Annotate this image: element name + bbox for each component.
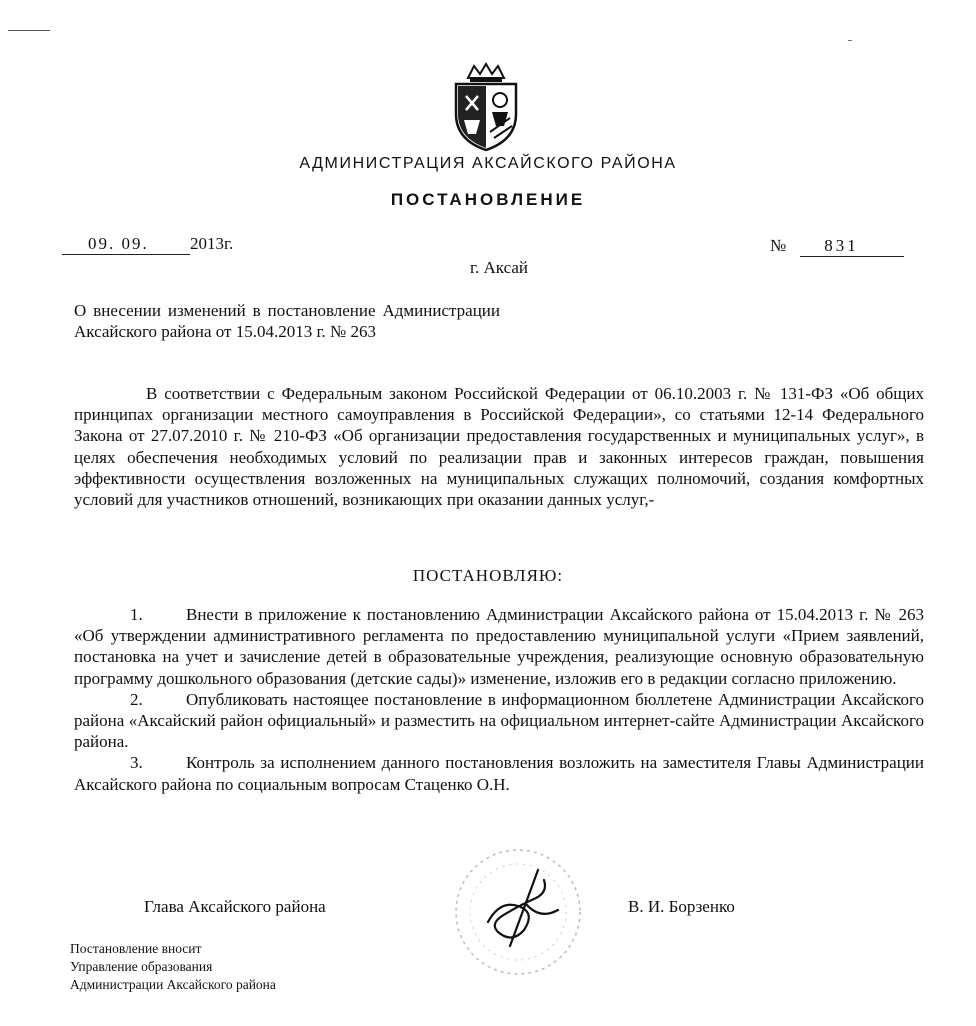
number-value: 831 (800, 236, 904, 257)
date-year: 2013г. (190, 234, 234, 253)
administration-name: АДМИНИСТРАЦИЯ АКСАЙСКОГО РАЙОНА (299, 155, 677, 172)
decree-word: ПОСТАНОВЛЯЮ: (412, 566, 564, 585)
scan-artifact (848, 40, 852, 41)
signatory-name: В. И. Борзенко (628, 897, 735, 916)
item-number: 3. (130, 753, 143, 773)
footer-note-line: Управление образования (70, 959, 213, 974)
preamble: В соответствии с Федеральным законом Российской Федерации от 06.10.2003 г. № 131-ФЗ «Об общих принципах организации местного самоуправления в Российской Федерации», со статьями 12-14 Федерального Закона от 27.07.2010 г. № 210-ФЗ «Об организации предоставления государственных и муниципальных услуг», в целях обеспечения необходимых условий по реализации прав и законных интересов граждан, повышения эффективности осуществления возложенных на муниципальных служащих полномочий, создания комфортных условий для участников отношений, возникающих при оказании данных услуг,- (74, 384, 924, 510)
item-number: 1. (130, 605, 143, 624)
document-type: ПОСТАНОВЛЕНИЕ (390, 190, 586, 209)
number-label: № (770, 236, 787, 255)
document-subject: О внесении изменений в постановление Администрации Аксайского района от 15.04.2013 г. № 263 (74, 301, 500, 341)
item-text: Опубликовать настоящее постановление в информационном бюллетене Администрации Аксайского района «Аксайский район официальный» и разместить на официальном интернет-сайте Администрации Аксайского района. (74, 689, 924, 752)
item-number: 2. (130, 689, 143, 709)
list-item (74, 604, 924, 689)
list-item (74, 752, 924, 794)
coat-of-arms-icon (448, 62, 524, 152)
city: г. Аксай (469, 258, 529, 277)
footer-note (70, 940, 276, 994)
scan-artifact (8, 30, 50, 31)
list-item (74, 689, 924, 753)
date-day: 09. 09. (62, 234, 190, 255)
document-date (62, 234, 233, 255)
footer-note-line: Постановление вносит (70, 941, 202, 956)
item-text: Контроль за исполнением данного постановления возложить на заместителя Главы Администрации Аксайского района по социальным вопросам Стаценко О.Н. (74, 753, 924, 794)
footer-note-line: Администрации Аксайского района (70, 977, 276, 992)
seal-and-signature-icon (440, 840, 620, 980)
document-number (770, 236, 904, 257)
signatory-title: Глава Аксайского района (144, 897, 326, 916)
item-text: Внести в приложение к постановлению Администрации Аксайского района от 15.04.2013 г. № 263 «Об утверждении административного регламента по предоставлению муниципальной услуги «Прием заявлений, постановка на учет и зачисление детей в образовательные учреждения, реализующие основную образовательную программу дошкольного образования (детские сады)» изменение, изложив его в редакции согласно приложению. (74, 605, 924, 688)
decree-items (74, 604, 924, 795)
